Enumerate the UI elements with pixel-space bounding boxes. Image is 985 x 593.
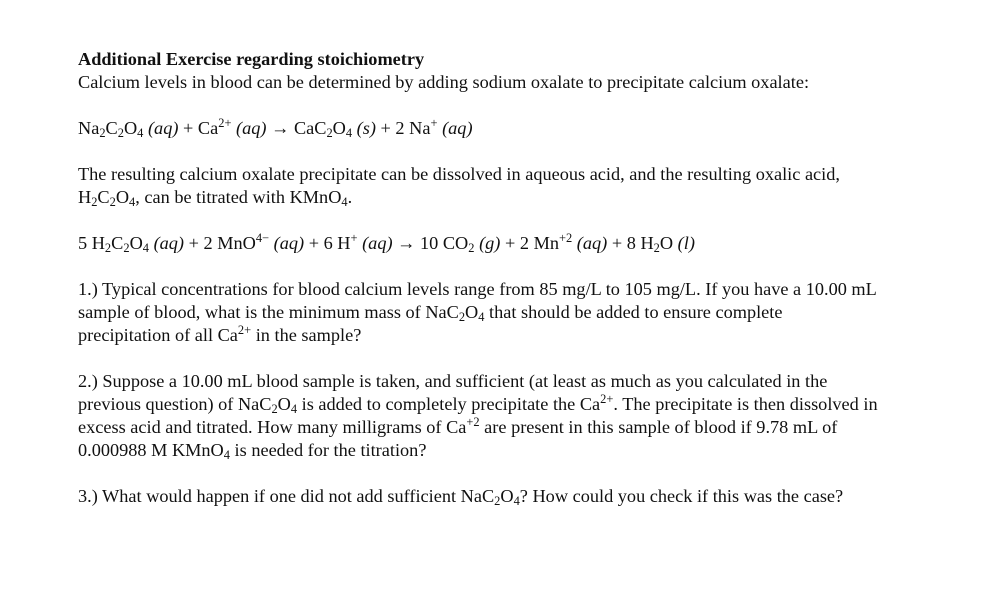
equation-2: [78, 232, 878, 255]
eq1-product-sodium-ion: Na+: [409, 116, 438, 138]
eq1-plus-1: +: [183, 118, 194, 138]
eq1-product-calcium-oxalate: $CaC_2O_4$: [293, 118, 353, 141]
eq2-plus-1: + 2: [188, 233, 213, 253]
eq2-reactant-permanganate: MnO$^{4-}$: [217, 231, 270, 253]
eq2-plus-2: + 6: [308, 233, 333, 253]
q1-formula: $NaC_2O_4$: [425, 302, 485, 325]
para2-text-c: .: [347, 187, 353, 207]
eq2-state-4: (g): [479, 233, 501, 253]
eq1-plus-2: + 2: [380, 118, 405, 138]
q2-text-d: are present in this sample of blood if 9.78 mL of 0.000988 M: [78, 417, 838, 460]
q2-text-c: . The precipitate is then dissolved in excess acid and titrated. How many milligrams of: [78, 394, 878, 437]
eq2-state-5: (aq): [576, 233, 608, 253]
q1-text-c: in the sample?: [251, 325, 362, 345]
q1-text-b: that should be added to ensure complete precipitation of all: [78, 302, 783, 345]
eq2-reactant-hydrogen-ion: H+: [337, 231, 358, 253]
eq1-state-3: (s): [356, 118, 376, 138]
q3-text-a: 3.) What would happen if one did not add sufficient: [78, 486, 461, 506]
eq2-state-3: (aq): [362, 233, 393, 253]
eq2-state-6: (l): [677, 233, 695, 253]
eq2-coef-2: 10: [420, 233, 439, 253]
q2-text-a: 2.) Suppose a 10.00 mL blood sample is taken, and sufficient (at least as much as you calculated in the previous question) of: [78, 371, 828, 414]
eq2-coef-1: 5: [78, 233, 88, 253]
exercise-title: Additional Exercise regarding stoichiometry: [78, 49, 425, 69]
eq2-state-1: (aq): [153, 233, 185, 253]
eq2-plus-4: + 8: [611, 233, 636, 253]
q2-text-e: is needed for the titration?: [229, 440, 427, 460]
eq2-product-water: $H_2O$: [640, 233, 674, 256]
q1-text-a: 1.) Typical concentrations for blood calcium levels range from 85 mg/L to 105 mg/L. If you have a 10.00 mL sample of blood, what is the minimum mass of: [78, 279, 877, 322]
q2-formula-b: KMnO$_4$: [171, 440, 230, 463]
eq2-arrow: →: [397, 233, 416, 253]
para2-permanganate-formula: KMnO$_4$: [289, 187, 348, 210]
eq2-reactant-oxalic-acid: $H_2C_2O_4$: [91, 233, 149, 256]
equation-1: [78, 117, 878, 140]
question-3: [78, 485, 878, 508]
eq1-reactant-calcium-ion: $Ca^{2+}$: [197, 116, 232, 138]
question-2: [78, 370, 878, 462]
eq1-reactant-sodium-oxalate: $Na_2C_2O_4$: [78, 118, 144, 141]
question-1: [78, 278, 878, 347]
para2-oxalic-acid-formula: $H_2C_2O_4$: [78, 187, 136, 210]
eq1-state-1: (aq): [147, 118, 179, 138]
exercise-document: [78, 48, 878, 508]
q3-formula: $NaC_2O_4$: [460, 486, 520, 509]
eq2-plus-3: + 2: [504, 233, 529, 253]
eq2-product-carbon-dioxide: $CO_2$: [442, 233, 475, 256]
q2-formula-a: $NaC_2O_4$: [237, 394, 298, 417]
eq1-arrow: →: [271, 118, 290, 138]
q3-text-b: ? How could you check if this was the case?: [519, 486, 844, 506]
titration-paragraph: [78, 163, 878, 209]
q1-ion: $Ca^{2+}$: [217, 323, 252, 345]
para2-text-b: , can be titrated with: [135, 187, 290, 207]
q2-ion-b: $Ca^{+2}$: [446, 415, 480, 437]
q2-text-b: is added to completely precipitate the: [297, 394, 580, 414]
q2-ion-a: $Ca^{2+}$: [579, 392, 614, 414]
eq1-state-2: (aq): [236, 118, 267, 138]
eq1-state-4: (aq): [442, 118, 473, 138]
eq2-product-manganese-ion: $Mn^{+2}$: [533, 231, 573, 253]
para2-text-a: The resulting calcium oxalate precipitate can be dissolved in aqueous acid, and the resulting oxalic acid,: [78, 164, 840, 184]
intro-paragraph: Calcium levels in blood can be determined by adding sodium oxalate to precipitate calcium oxalate:: [78, 72, 810, 92]
eq2-state-2: (aq): [273, 233, 305, 253]
